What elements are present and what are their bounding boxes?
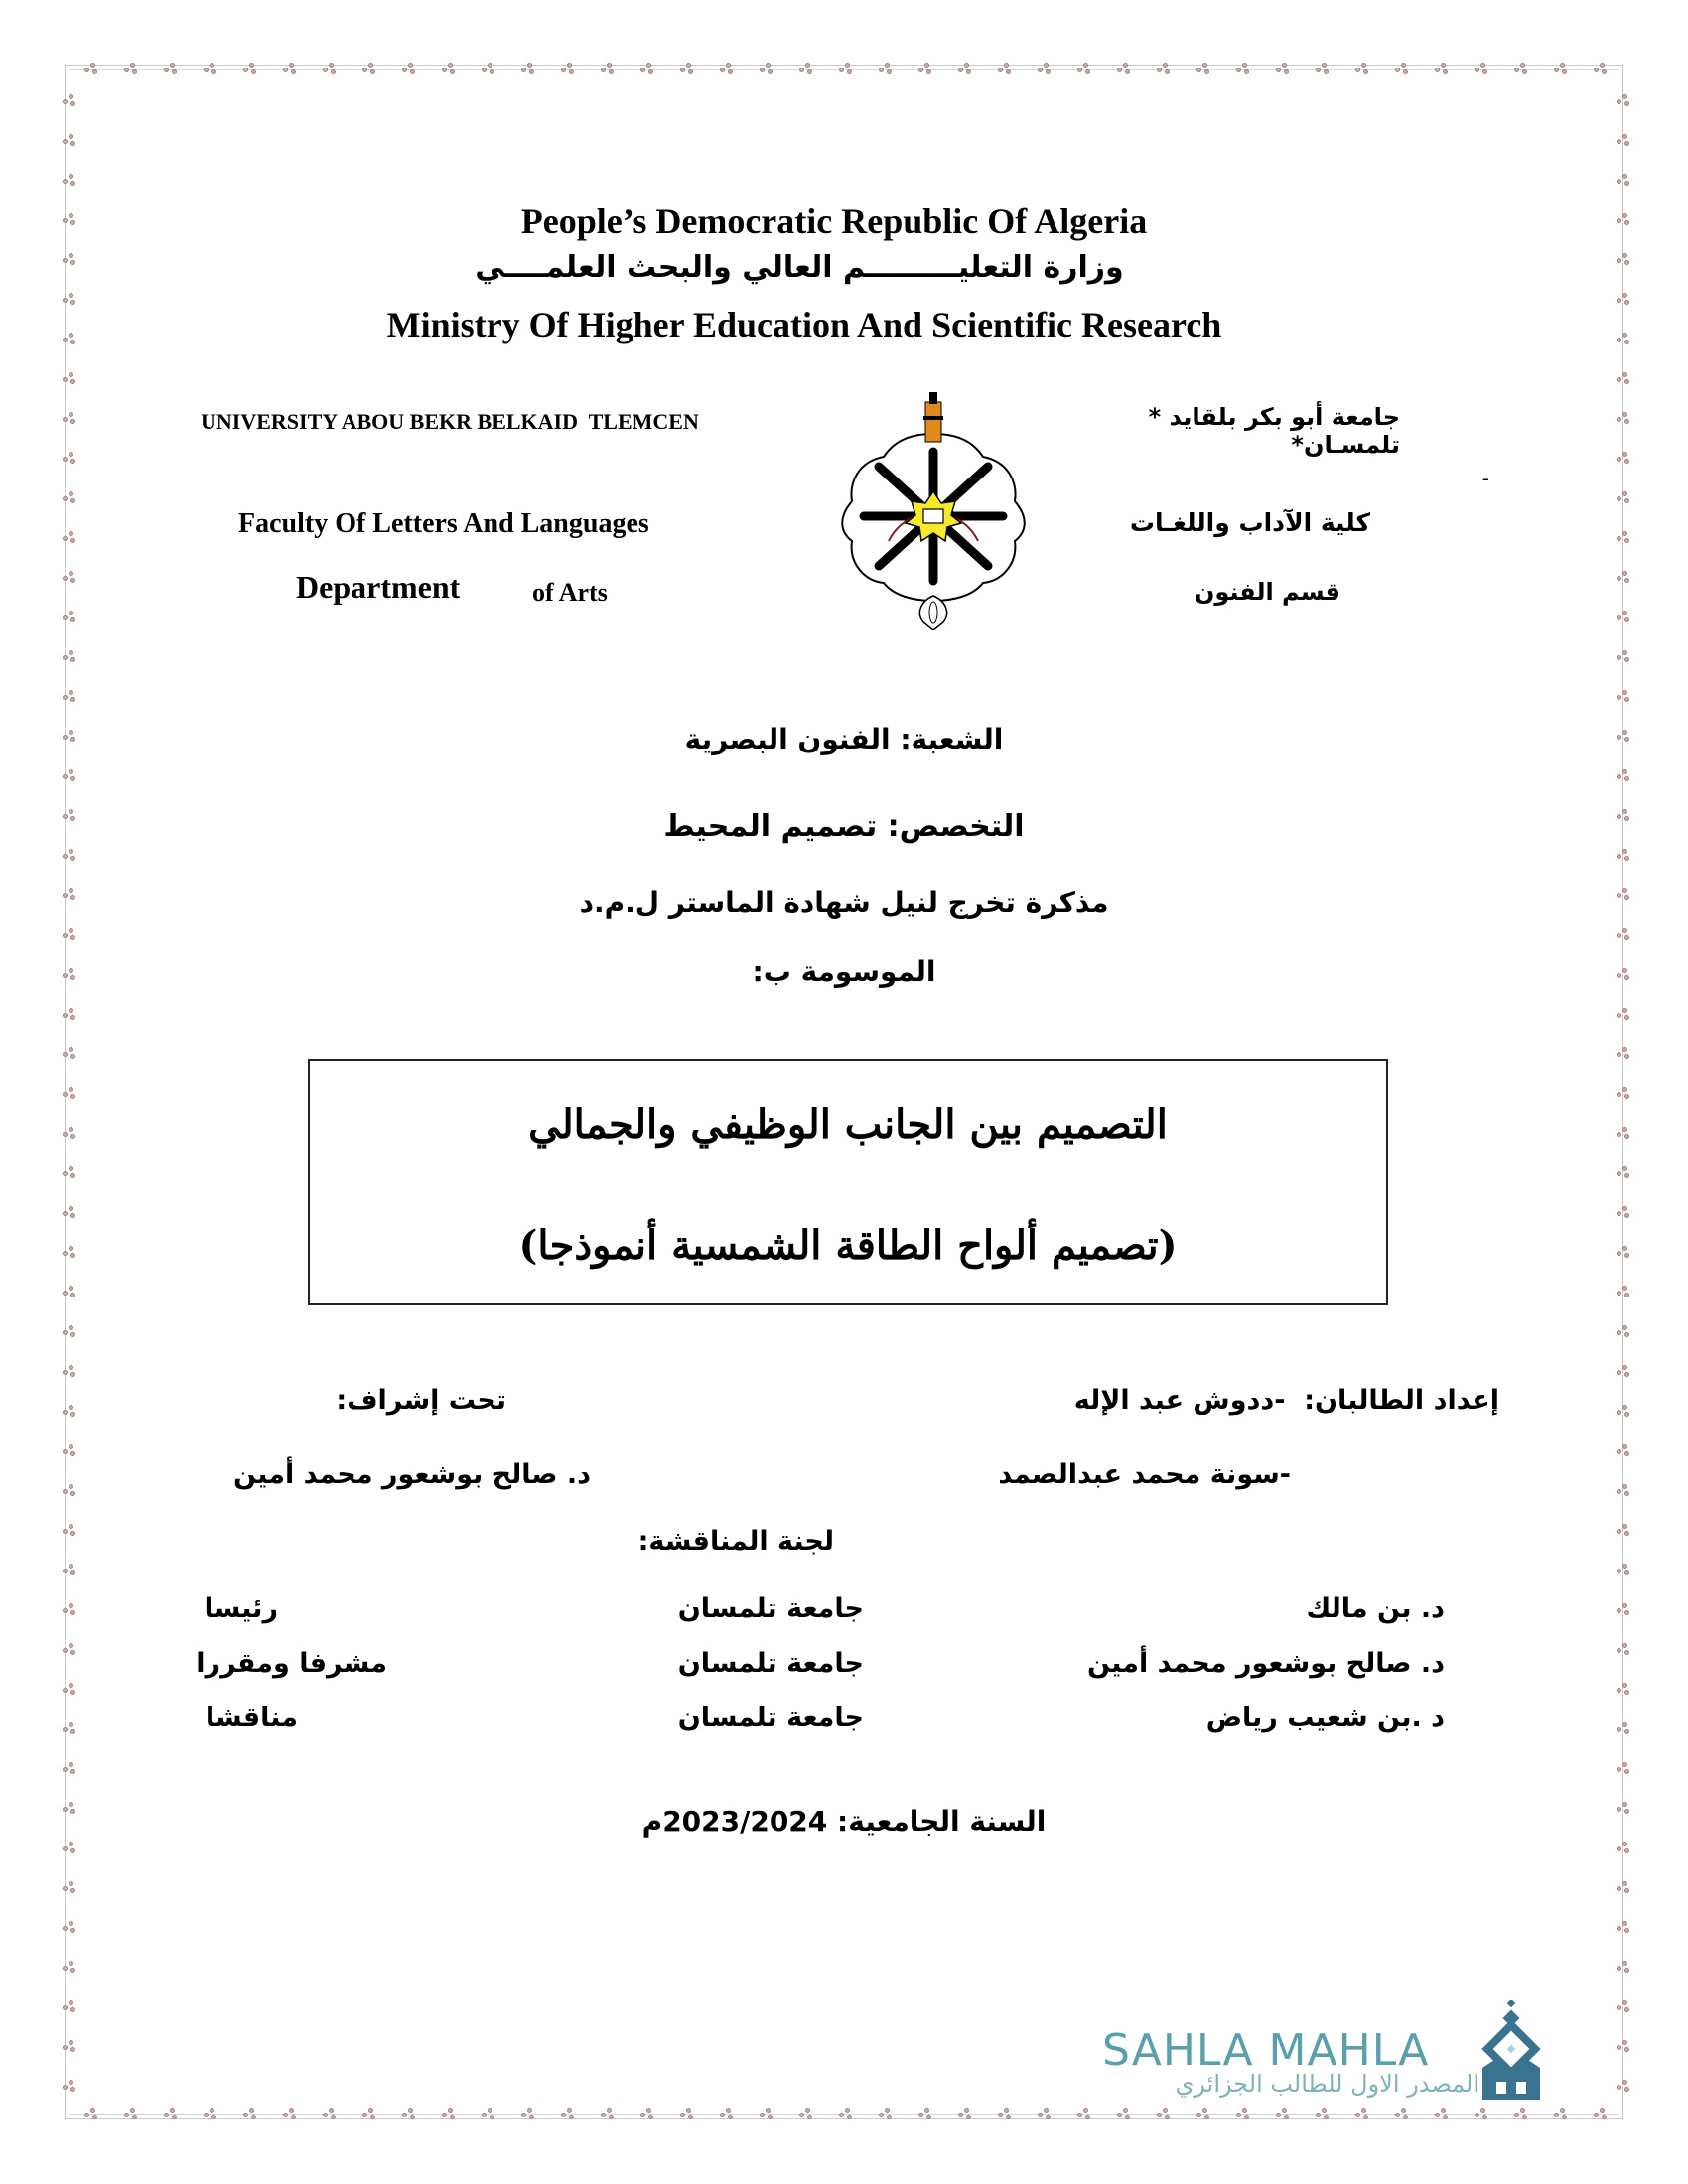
titled-label: الموسومة ب: <box>752 955 936 988</box>
university-name-arabic: جامعة أبو بكر بلقايد * تلمسـان* <box>1148 403 1400 459</box>
student-2-name: -سونة محمد عبدالصمد <box>998 1459 1291 1490</box>
committee-member-3-name: د .بن شعيب رياض <box>1205 1703 1445 1733</box>
program-branch: الشعبة: الفنون البصرية <box>684 723 1004 755</box>
prepared-by-label <box>1043 1385 1499 1416</box>
committee-member-3-role: مناقشا <box>205 1703 298 1733</box>
committee-member-1-name: د. بن مالك <box>1306 1593 1445 1624</box>
sahla-mahla-watermark <box>1102 2025 1479 2098</box>
supervisor-name: د. صالح بوشعور محمد أمين <box>232 1459 591 1490</box>
committee-member-2-affiliation: جامعة تلمسان <box>677 1648 864 1679</box>
faculty-name-english: Faculty Of Letters And Languages <box>238 508 649 539</box>
prepared-by-text: إعداد الطالبان: <box>1304 1385 1499 1416</box>
university-emblem-icon <box>834 392 1033 630</box>
academic-year: السنة الجامعية: 2023/2024م <box>641 1805 1047 1838</box>
committee-member-1-affiliation: جامعة تلمسان <box>677 1593 864 1624</box>
degree-statement: مذكرة تخرج لنيل شهادة الماستر ل.م.د <box>579 887 1109 919</box>
ministry-title-english: Ministry Of Higher Education And Scientific Research <box>386 305 1222 344</box>
watermark-brand: SAHLA MAHLA <box>1102 2025 1430 2076</box>
thesis-title-box <box>308 1059 1388 1305</box>
committee-label: لجنة المناقشة: <box>637 1526 834 1557</box>
student-1-name: -ددوش عبد الإله <box>1073 1385 1286 1416</box>
republic-title: People’s Democratic Republic Of Algeria <box>520 202 1148 241</box>
thesis-title-main: التصميم بين الجانب الوظيفي والجمالي <box>528 1101 1168 1148</box>
committee-member-2-name: د. صالح بوشعور محمد أمين <box>1086 1648 1445 1679</box>
committee-member-1-role: رئيسا <box>204 1593 278 1624</box>
watermark-tagline: المصدر الاول للطالب الجزائري <box>1175 2070 1479 2098</box>
sahla-mahla-logo-icon <box>1475 2000 1549 2110</box>
committee-member-3-affiliation: جامعة تلمسان <box>677 1703 864 1733</box>
program-specialty: التخصص: تصميم المحيط <box>663 809 1025 844</box>
stray-dash-mark: - <box>1482 468 1489 489</box>
committee-member-2-role: مشرفا ومقررا <box>196 1648 387 1679</box>
thesis-title-subtitle: (تصميم ألواح الطاقة الشمسية أنموذجا) <box>518 1222 1178 1269</box>
university-name-english: UNIVERSITY ABOU BEKR BELKAID TLEMCEN <box>201 409 699 434</box>
department-name-english: of Arts <box>532 578 608 607</box>
faculty-name-arabic: كلية الآداب واللغـات <box>1129 508 1370 537</box>
supervision-label: تحت إشراف: <box>336 1385 506 1416</box>
ministry-title-arabic: وزارة التعليـــــــــم العالي والبحث العلمــــي <box>475 250 1124 285</box>
department-name-arabic: قسم الفنون <box>1194 578 1340 606</box>
department-label-english: Department <box>296 569 461 605</box>
